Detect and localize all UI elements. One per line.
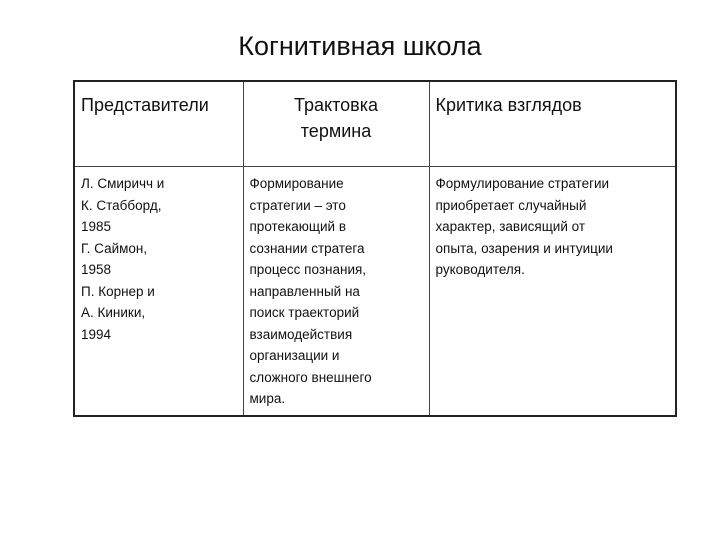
term-line: стратегии – это bbox=[249, 197, 346, 213]
representatives-line: К. Стабборд, bbox=[81, 197, 162, 213]
header-critique: Критика взглядов bbox=[429, 81, 676, 167]
term-line: протекающий в bbox=[249, 219, 347, 234]
page-title: Когнитивная школа bbox=[238, 31, 482, 61]
representatives-line: Г. Саймон, bbox=[81, 240, 148, 256]
term-line: сложного внешнего bbox=[249, 369, 372, 385]
header-term-line: Трактовка bbox=[294, 95, 378, 115]
representatives-line: 1958 bbox=[81, 262, 112, 277]
cell-term-interpretation bbox=[243, 167, 429, 417]
term-line: поиск траекторий bbox=[249, 305, 360, 320]
header-term-interpretation bbox=[243, 81, 429, 167]
critique-line: опыта, озарения и интуиции bbox=[435, 240, 613, 256]
term-line: Формирование bbox=[249, 176, 344, 191]
cell-critique bbox=[429, 167, 676, 417]
representatives-line: 1985 bbox=[81, 219, 112, 234]
term-line: сознании стратега bbox=[249, 240, 365, 256]
representatives-line: 1994 bbox=[81, 326, 112, 342]
representatives-line: П. Корнер и bbox=[81, 283, 155, 299]
critique-line: приобретает случайный bbox=[435, 197, 587, 213]
term-line: направленный на bbox=[249, 283, 360, 299]
critique-line: характер, зависящий от bbox=[435, 219, 586, 234]
term-line: взаимодействия bbox=[249, 326, 353, 342]
critique-line: руководителя. bbox=[435, 262, 525, 277]
term-line: процесс познания, bbox=[249, 262, 367, 277]
table-row bbox=[74, 167, 676, 417]
representatives-line: А. Киники, bbox=[81, 305, 146, 320]
cell-representatives bbox=[74, 167, 243, 417]
table-header-row bbox=[74, 81, 676, 167]
representatives-line: Л. Смиричч и bbox=[81, 176, 165, 191]
cognitive-school-table bbox=[73, 80, 677, 417]
critique-line: Формулирование стратегии bbox=[435, 176, 610, 191]
term-line: организации и bbox=[249, 348, 340, 363]
header-term-line: термина bbox=[300, 121, 372, 141]
header-representatives: Представители bbox=[74, 81, 243, 167]
term-line: мира. bbox=[249, 391, 286, 406]
